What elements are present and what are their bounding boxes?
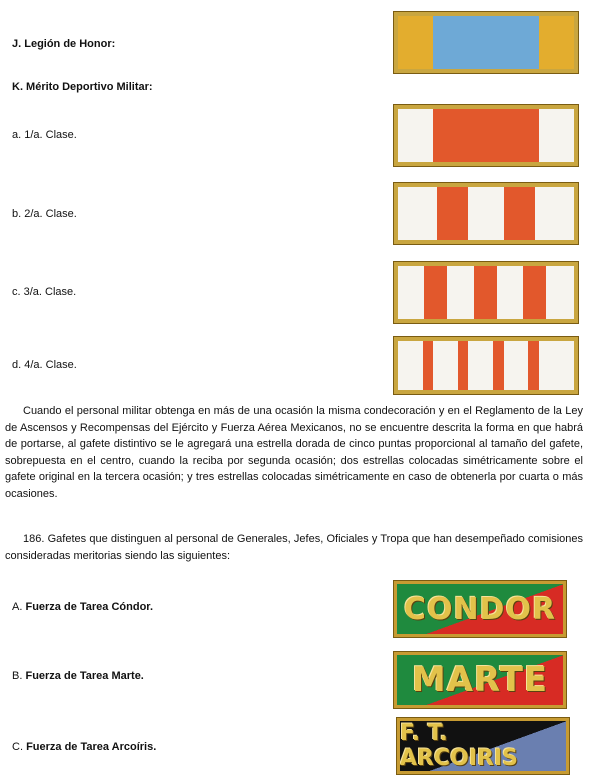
class-2-label: b. 2/a. Clase. — [12, 208, 77, 220]
class-3-stripe — [474, 266, 497, 319]
class-3-ribbon — [394, 262, 578, 323]
arcoiris-badge-text: F. T. ARCOIRIS — [400, 721, 518, 771]
class-4-stripe — [458, 341, 469, 390]
class-3-stripe — [523, 266, 546, 319]
class-1-ribbon — [394, 105, 578, 166]
class-2-stripe — [437, 187, 469, 240]
class-3-stripe — [424, 266, 447, 319]
class-4-ribbon — [394, 337, 578, 394]
legion-honor-ribbon — [394, 12, 578, 73]
class-3-label: c. 3/a. Clase. — [12, 286, 77, 298]
class-1-stripe — [433, 109, 539, 162]
paragraph-186: 186. Gafetes que distinguen al personal de Generales, Jefes, Oficiales y Tropa que han desempeñado comisiones consideradas meritorias siendo las siguientes: — [5, 533, 583, 562]
class-4-stripe — [493, 341, 504, 390]
task-force-c-label: C. Fuerza de Tarea Arcoíris. — [12, 741, 157, 753]
legion-ribbon-stripe-center — [433, 16, 539, 69]
condor-badge — [394, 581, 566, 637]
section-j-label: J. Legión de Honor: — [12, 38, 116, 50]
class-2-ribbon — [394, 183, 578, 244]
marte-badge-text: MARTE — [411, 660, 549, 700]
section-k-label: K. Mérito Deportivo Militar: — [12, 81, 153, 93]
legion-ribbon-stripe-right — [539, 16, 574, 69]
legion-ribbon-stripe-left — [398, 16, 433, 69]
task-force-b-label: B. Fuerza de Tarea Marte. — [12, 670, 144, 682]
condor-badge-text: CONDOR — [403, 591, 557, 627]
marte-badge — [394, 652, 566, 708]
class-2-stripe — [504, 187, 536, 240]
class-1-label: a. 1/a. Clase. — [12, 129, 77, 141]
class-4-stripe — [528, 341, 539, 390]
arcoiris-badge — [397, 718, 569, 774]
class-4-label: d. 4/a. Clase. — [12, 359, 77, 371]
task-force-a-label: A. Fuerza de Tarea Cóndor. — [12, 601, 154, 613]
paragraph-multiple-decorations: Cuando el personal militar obtenga en más de una ocasión la misma condecoración y en el Reglamento de la Ley de Ascensos y Recompensas del Ejército y Fuerza Aérea Mexicanos, no se encuentre descrita la forma en que habrá de portarse, al gafete distintivo se le agregará una estrella dorada de cinco puntas proporcional al tamaño del gafete, sobrepuesta en el centro, cuando la reciba por segunda ocasión; dos estrellas colocadas simétricamente sobre el gafete original en la tercera ocasión; y tres estrellas colocadas simétricamente en caso de obtenerla por cuarta o más ocasiones. — [5, 405, 583, 500]
class-4-stripe — [423, 341, 434, 390]
